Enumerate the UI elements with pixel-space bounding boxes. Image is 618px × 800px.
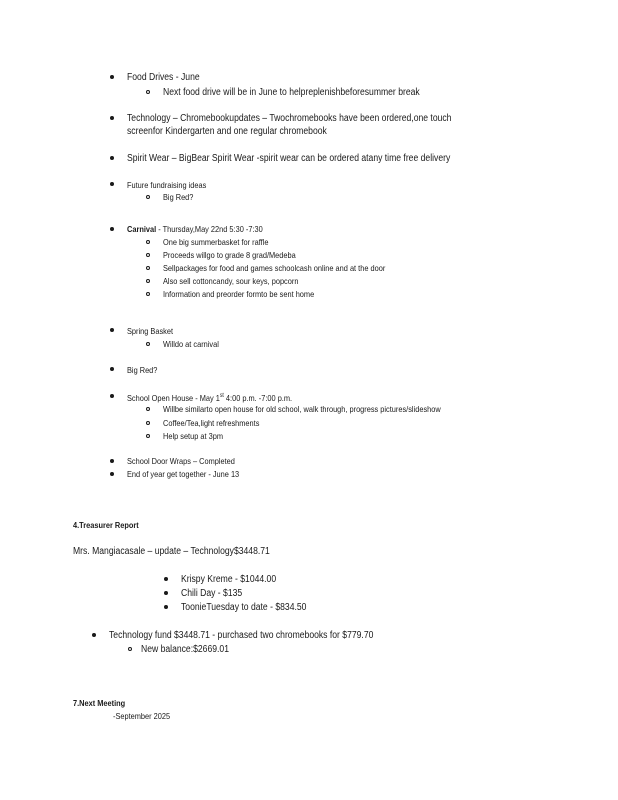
door-wraps-item: School Door Wraps – Completed [127,456,235,466]
open-house-item: Willbe similarto open house for old school, walk through, progress pictures/slideshow [163,404,441,414]
next-meeting-heading: 7.Next Meeting [73,698,126,708]
carnival-item: Also sell cottoncandy, sour keys, popcorn [163,276,299,286]
bullet [110,367,114,371]
carnival-item: Proceeds willgo to grade 8 grad/Medeba [163,250,296,260]
treasurer-line: Mrs. Mangiacasale – update – Technology$3448.71 [73,546,270,557]
open-house-item: Coffee/Tea,light refreshments [163,418,260,428]
bullet [110,75,114,79]
bullet [110,459,114,463]
bullet [110,472,114,476]
spirit-wear-item: Spirit Wear – BigBear Spirit Wear -spirit wear can be ordered atany time free delivery [127,153,451,164]
bullet [92,633,96,637]
bullet [110,182,114,186]
fundraising-title: Future fundraising ideas [127,180,207,190]
next-meeting-date: -September 2025 [113,711,171,721]
bullet [110,227,114,231]
treasurer-item: Krispy Kreme - $1044.00 [181,574,277,585]
fundraising-idea: Big Red? [163,192,194,202]
open-house-date: School Open House - May 1 [127,392,220,403]
treasurer-item: Chili Day - $135 [181,588,243,599]
date-suffix: st [219,393,224,399]
technology-fund-line: Technology fund $3448.71 - purchased two chromebooks for $779.70 [109,630,374,641]
food-drives-note: Next food drive will be in June to helpreplenishbeforesummer break [163,87,420,98]
open-house-title [127,391,292,403]
carnival-title [127,224,263,234]
sub-bullet [128,647,132,651]
open-house-time: 4:00 p.m. -7:00 p.m. [223,392,293,403]
bullet [164,605,168,609]
bullet [110,328,114,332]
carnival-item: Information and preorder formto be sent home [163,289,315,299]
carnival-item: One big summerbasket for raffle [163,237,269,247]
sub-bullet [146,279,150,283]
carnival-item: Sellpackages for food and games schoolcash online and at the door [163,263,386,273]
carnival-label: Carnival [127,224,157,234]
bullet [164,591,168,595]
open-house-item: Help setup at 3pm [163,431,223,441]
food-drives-title: Food Drives - June [127,72,200,83]
big-red-item: Big Red? [127,365,158,375]
sub-bullet [146,407,150,411]
sub-bullet [146,240,150,244]
end-of-year-item: End of year get together - June 13 [127,469,240,479]
bullet [110,156,114,160]
sub-bullet [146,421,150,425]
sub-bullet [146,90,150,94]
carnival-date: - Thursday,May 22nd 5:30 -7:30 [156,224,263,234]
spring-basket-title: Spring Basket [127,326,174,336]
sub-bullet [146,195,150,199]
sub-bullet [146,342,150,346]
sub-bullet [146,434,150,438]
new-balance: New balance:$2669.01 [141,644,229,655]
bullet [110,394,114,398]
treasurer-heading: 4.Treasurer Report [73,520,139,530]
technology-line-1: Technology – Chromebookupdates – Twochromebooks have been ordered,one touch [127,113,452,124]
bullet [110,116,114,120]
technology-line-2: screenfor Kindergarten and one regular chromebook [127,126,327,137]
sub-bullet [146,292,150,296]
spring-basket-note: Willdo at carnival [163,339,219,349]
sub-bullet [146,253,150,257]
sub-bullet [146,266,150,270]
treasurer-item: ToonieTuesday to date - $834.50 [181,602,307,613]
bullet [164,577,168,581]
